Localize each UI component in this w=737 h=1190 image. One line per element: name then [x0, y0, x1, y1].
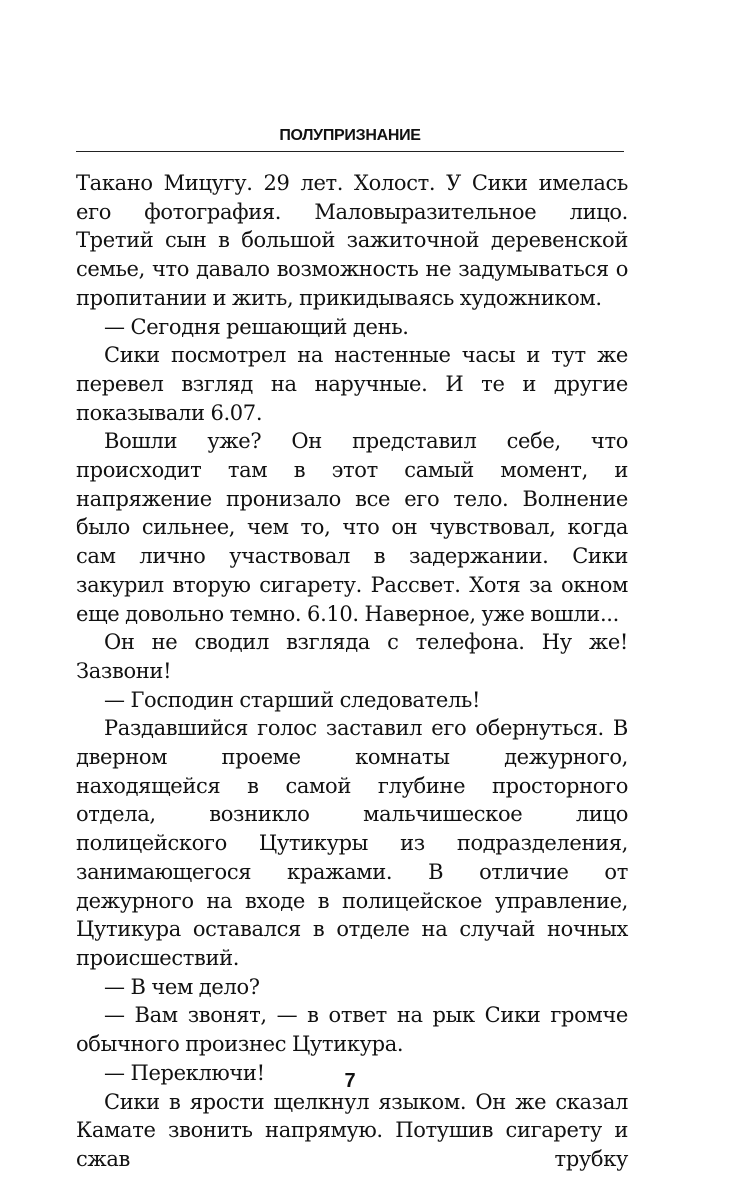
- paragraph-4: Вошли уже? Он представил себе, что происходит там в этот самый момент, и напряжение пронизало все его тело. Волнение было сильнее, чем то, что он чувствовал, когда сам лично участвовал в задержании. Сики закурил вторую сигарету. Рассвет. Хотя за окном еще довольно темно. 6.10. Наверное, уже вошли...: [76, 429, 628, 626]
- paragraph-6: — Господин старший следователь!: [104, 687, 481, 712]
- paragraph-5: Он не сводил взгляда с телефона. Ну же! Зазвони!: [76, 630, 628, 683]
- paragraph-3: Сики посмотрел на настенные часы и тут же перевел взгляд на наручные. И те и другие показывали 6.07.: [76, 343, 628, 425]
- paragraph-8: — В чем дело?: [104, 974, 260, 999]
- running-head-title: ПОЛУПРИЗНАНИЕ: [279, 127, 421, 144]
- header-rule: [76, 151, 624, 152]
- paragraph-2: — Сегодня решающий день.: [104, 314, 409, 339]
- page-number: 7: [344, 1070, 356, 1092]
- paragraph-10: — Переключи!: [104, 1060, 265, 1085]
- paragraph-11: Сики в ярости щелкнул языком. Он же сказал Камате звонить напрямую. Потушив сигарету и сжав трубку: [76, 1089, 628, 1171]
- paragraph-1: Такано Мицугу. 29 лет. Холост. У Сики имелась его фотография. Маловыразительное лицо. Третий сын в большой зажиточной деревенской семье, что давало возможность не задумываться о пропитании и жить, прикидываясь художником.: [76, 171, 628, 310]
- paragraph-7: Раздавшийся голос заставил его обернуться. В дверном проеме комнаты дежурного, находящейся в самой глубине просторного отдела, возникло мальчишеское лицо полицейского Цутикуры из подразделения, занимающегося кражами. В отличие от дежурного на входе в полицейское управление, Цутикура оставался в отделе на случай ночных происшествий.: [76, 716, 628, 970]
- body-text: [76, 169, 628, 1174]
- paragraph-9: — Вам звонят, — в ответ на рык Сики громче обычного произнес Цутикура.: [76, 1003, 628, 1057]
